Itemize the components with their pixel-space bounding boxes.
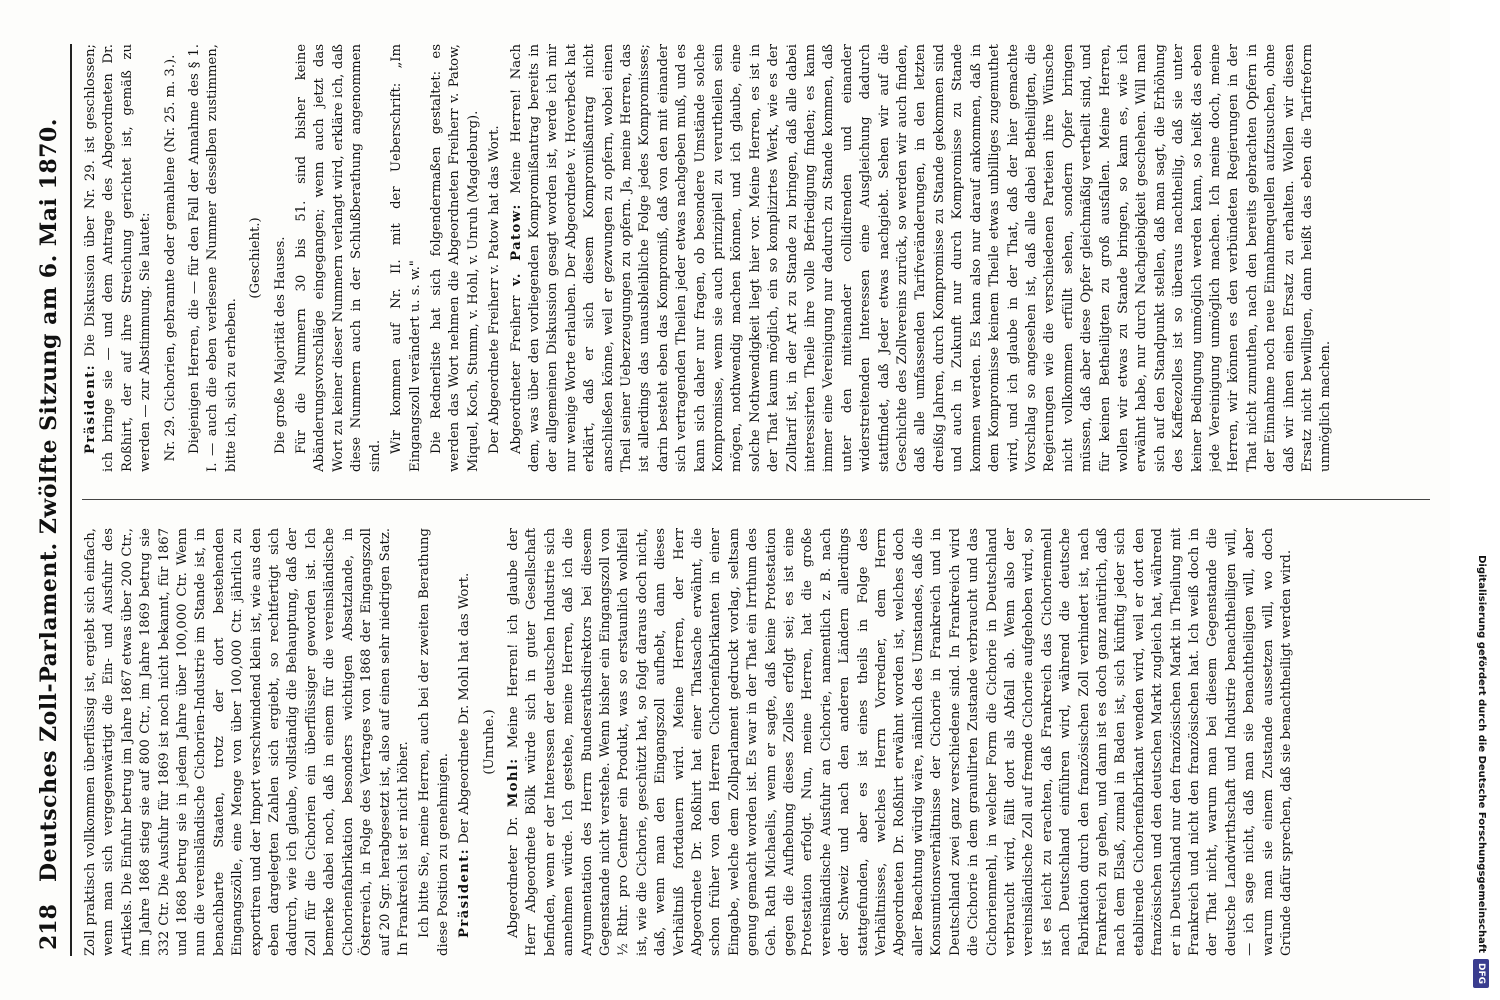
speaker-name: v. Patow: bbox=[508, 203, 524, 286]
text-columns bbox=[82, 44, 1430, 956]
column-divider bbox=[82, 499, 1430, 500]
paragraph bbox=[456, 528, 474, 956]
speaker-title: Abgeordneter Dr. bbox=[505, 816, 521, 938]
speech-text: Meine Herren! ich glaube der Herr Abgeordnete Bölk würde sich in guter Gesellschaft befinden, wenn er der Interessen der deutschen Industrie sich annehmen würde. Ich gestehe, meine Herren, daß ich die Argumentation des Herrn Bundesrathsdirektors bei diesem Gegenstande nicht verstehe. Wenn bisher ein Eingangszoll von ½ Rthr. pro Centner ein Produkt, was so erstaunlich wohlfeil ist, wie die Cichorie, geschützt hat, so folgt daraus doch nicht, daß, wenn man den Eingangszoll aufhebt, dann dieses Verhältniß fortdauern wird. Meine Herren, der Herr Abgeordnete Dr. Roßhirt hat einer Thatsache erwähnt, die schon früher von den Herren Cichorienfabrikanten in einer Eingabe, welche dem Zollparlament gedruckt vorlag, seltsam genug gemacht worden ist. Es war in der That ein Irrthum des Geh. Rath Michaelis, wenn er sagte, daß keine Protestation gegen die Aufhebung dieses Zolles erfolgt sei; es ist eine Protestation erfolgt. Nun, meine Herren, hat die große vereinsländische Ausfuhr an Cichorie, namentlich z. B. nach der Schweiz und nach den anderen Ländern allerdings stattgefunden, aber es ist eines theils in Folge des Verhältnisses, welches Herrn Vorredner, dem Herrn Abgeordneten Dr. Roßhirt erwähnt worden ist, welches doch aller Beachtung würdig wäre, nämlich des Umstandes, daß die Konsumtionsverhältnisse der Cichorie in Frankreich und in Deutschland zwei ganz verschiedene sind. In Frankreich wird die Cichorie in dem granulirten Zustande verbraucht und das Cichorienmehl, in welcher Form die Cichorie in Deutschland verbraucht wird, fällt dort als Abfall ab. Wenn also der vereinsländische Zoll auf fremde Cichorie aufgehoben wird, so ist es leicht zu erachten, daß Frankreich das Cichorienmehl nach Deutschland einführen wird, während die deutsche Fabrikation durch den französischen Zoll verhindert ist, nach Frankreich zu gehen, und dann ist es doch ganz natürlich, daß nach dem Elsaß, zumal in Baden ist, sich künftig jeder sich etablirende Cichorienfabrikant wenden wird, weil er dort den französischen und den deutschen Markt zugleich hat, während er in Deutschland nur den französischen Markt in Theilung mit Frankreich und nicht den französischen hat. Ich weiß doch in der That nicht, warum man bei diesem Gegenstande die deutsche Landwirthschaft und Industrie benachtheiligen will, — ich sage nicht, daß man sie benachtheiligen will, aber warum man sie einem Zustande aussetzen will, wo doch Gründe dafür sprechen, daß sie benachtheiligt werden wird. bbox=[505, 528, 1294, 956]
paragraph bbox=[82, 44, 156, 472]
stage-direction: (Geschieht.) bbox=[248, 217, 264, 299]
digitization-credit bbox=[1468, 12, 1494, 988]
paragraph: Für die Nummern 30 bis 51. sind bisher keine Abänderungsvorschläge eingegangen; wenn auch jetzt das Wort zu keiner dieser Nummern verlangt wird, erkläre ich, daß diese Nummern auch in der Schlußberathung angenommen sind. bbox=[294, 44, 383, 472]
dfg-logo: DFG bbox=[1473, 959, 1489, 988]
credit-text: Digitalisierung gefördert durch die Deutsche Forschungsgemeinschaft bbox=[1476, 555, 1487, 953]
paragraph bbox=[508, 44, 1336, 472]
paragraph: Ich bitte Sie, meine Herren, auch bei der zweiten Berathung diese Position zu genehmigen. bbox=[417, 528, 451, 956]
left-column bbox=[82, 528, 1430, 956]
right-column bbox=[82, 44, 1430, 472]
paragraph: Die große Majorität des Hauses. bbox=[272, 236, 288, 454]
paragraph: Zoll praktisch vollkommen überflüssig ist, ergiebt sich einfach, wenn man sich vergegenwärtigt die Ein- und Ausfuhr des Artikels. Die Einfuhr betrug im Jahre 1867 etwas über 200 Ctr., im Jahre 1868 stieg sie auf 800 Ctr., im Jahre 1869 betrug sie 332 Ctr. Die Ausfuhr für 1869 ist noch nicht bekannt, für 1867 und 1868 betrug sie in jedem Jahre über 100,000 Ctr. Wenn nun die vereinsländische Cichorien-Industrie im Stande ist, in benachbarte Staaten, trotz der dort bestehenden Eingangszölle, eine Menge von über 100,000 Ctr. jährlich zu exportiren und der Import verschwindend klein ist, wie aus den eben dargelegten Zahlen sich ergiebt, so rechtfertigt sich dadurch, wie ich glaube, vollständig die Behauptung, daß der Zoll für die Cichorien ein überflüssiger geworden ist. Ich bemerke dabei noch, daß in einem für die vereinsländische Cichorienfabrikation besonders wichtigen Absatzlande, in Österreich, in Folge des Vertrages von 1868 der Eingangszoll auf 20 Sgr. herabgesetzt ist, also auf einen sehr niedrigen Satz. In Frankreich ist er nicht höher. bbox=[83, 528, 411, 956]
speaker-name: Präsident: bbox=[83, 363, 98, 454]
tariff-item: Nr. 29. Cichorien, gebrannte oder gemahlene (Nr. 25. m. 3.). bbox=[162, 54, 178, 462]
speech-text: Die Diskussion über Nr. 29. ist geschlossen; ich bringe sie — und dem Antrage des Abgeordneten Dr. Roßhirt, der auf ihre Streichung gerichtet ist, gemäß zu werden — zur Abstimmung. Sie lautet: bbox=[83, 44, 154, 472]
speaker-title: Abgeordneter Freiherr bbox=[508, 295, 524, 454]
paragraph bbox=[505, 528, 1296, 956]
speaker-name: Mohl: bbox=[505, 757, 521, 808]
page-header bbox=[34, 44, 72, 956]
running-head: Deutsches Zoll-Parlament. Zwölfte Sitzung am 6. Mai 1870. bbox=[36, 118, 62, 882]
speech-text: Meine Herren! Nach dem, was über den vorliegenden Kompromißantrag bereits in der allgemeinen Diskussion gesagt worden ist, werde ich mir nur wenige Worte erlauben. Der Abgeordnete v. Hoverbeck hat erklärt, daß er sich diesem Kompromißantrag nicht anschließen könne, weil er gezwungen zu opfern, wobei einen Theil seiner Ueberzeugungen zu opfern. Ja, meine Herren, das ist allerdings das unausbleibliche Folge jedes Kompromisses; darin besteht eben das Kompromiß, daß von den mit einander sich vertragenden Theilen jeder etwas nachgeben muß, und es kann sich daher nur fragen, ob besondere Umstände solche Kompromisse, wenn sie auch prinzipiell zu verurtheilen sein mögen, nothwendig machen können, und ich glaube, eine solche Nothwendigkeit liegt hier vor. Meine Herren, es ist in der That kaum möglich, ein so komplizirtes Werk, wie es der Zolltarif ist, in der Art zu Stande zu bringen, daß alle dabei interessirten Theile ihre volle Befriedigung finden; es kann immer eine Vereinigung nur dadurch zu Stande kommen, daß unter den miteinander collidirenden und einander widerstreitenden Interessen eine Ausgleichung dadurch stattfindet, daß Jeder etwas nachgiebt. Sehen wir auf die Geschichte des Zollvereins zurück, so werden wir auch finden, daß alle umfassenden Tarifveränderungen, in den letzten dreißig Jahren, durch Kompromisse zu Stande gekommen sind und auch in Zukunft nur durch Kompromisse zu Stande kommen werden. Es kann also nur darauf ankommen, daß in dem Kompromisse keinem Theile etwas unbilliges zugemuthet wird, und ich glaube in der That, daß der hier gemachte Vorschlag so angesehen ist, daß alle dabei Betheiligten, die Regierungen wie die verschiedenen Parteien ihre Wünsche nicht vollkommen erfüllt sehen, sondern Opfer bringen müssen, daß aber diese Opfer gleichmäßig vertheilt sind, und für keinen Betheiligten zu groß ausfallen. Meine Herren, wollen wir etwas zu Stande bringen, so kann es, wie ich erwähnt habe, nur durch Nachgiebigkeit geschehen. Will man sich auf den Standpunkt stellen, daß man sagt, die Erhöhung des Kaffeezolles ist so überaus nachtheilig, daß sie unter keiner Bedingung unmöglich werden kann, so heißt das eben jede Vereinigung unmöglich machen. Ich meine doch, meine Herren, wir können es den verbündeten Regierungen in der That nicht zumuthen, nach den bereits gebrachten Opfern in der Einnahme noch neue Einnahmequellen aufzusuchen, ohne daß wir ihnen einen Ersatz zu erhalten. Wollen wir diesen Ersatz nicht bewilligen, dann heißt das eben die Tarifreform unmöglich machen. bbox=[508, 44, 1334, 472]
paragraph: Wir kommen auf Nr. II. mit der Ueberschrift: „Im Eingangszoll verändert u. s. w." bbox=[389, 44, 423, 472]
speaker-name: Präsident: bbox=[457, 847, 473, 938]
stage-direction: (Unruhe.) bbox=[481, 709, 497, 775]
paragraph: Der Abgeordnete Freiherr v. Patow hat das Wort. bbox=[487, 125, 503, 454]
page-number: 218 bbox=[36, 904, 62, 950]
speech-text: Der Abgeordnete Dr. Mohl hat das Wort. bbox=[457, 572, 473, 844]
paragraph: Die Rednerliste hat sich folgendermaßen gestaltet: es werden das Wort nehmen die Abgeordneten Freiherr v. Patow, Miquel, Koch, Stumm, v. Hohl, v. Unruh (Magdeburg). bbox=[428, 44, 481, 472]
paragraph: Diejenigen Herren, die — für den Fall der Annahme des § 1. I. — auch die eben verlesene Nummer desselben zustimmen, bitte ich, sich zu erheben. bbox=[187, 44, 239, 472]
